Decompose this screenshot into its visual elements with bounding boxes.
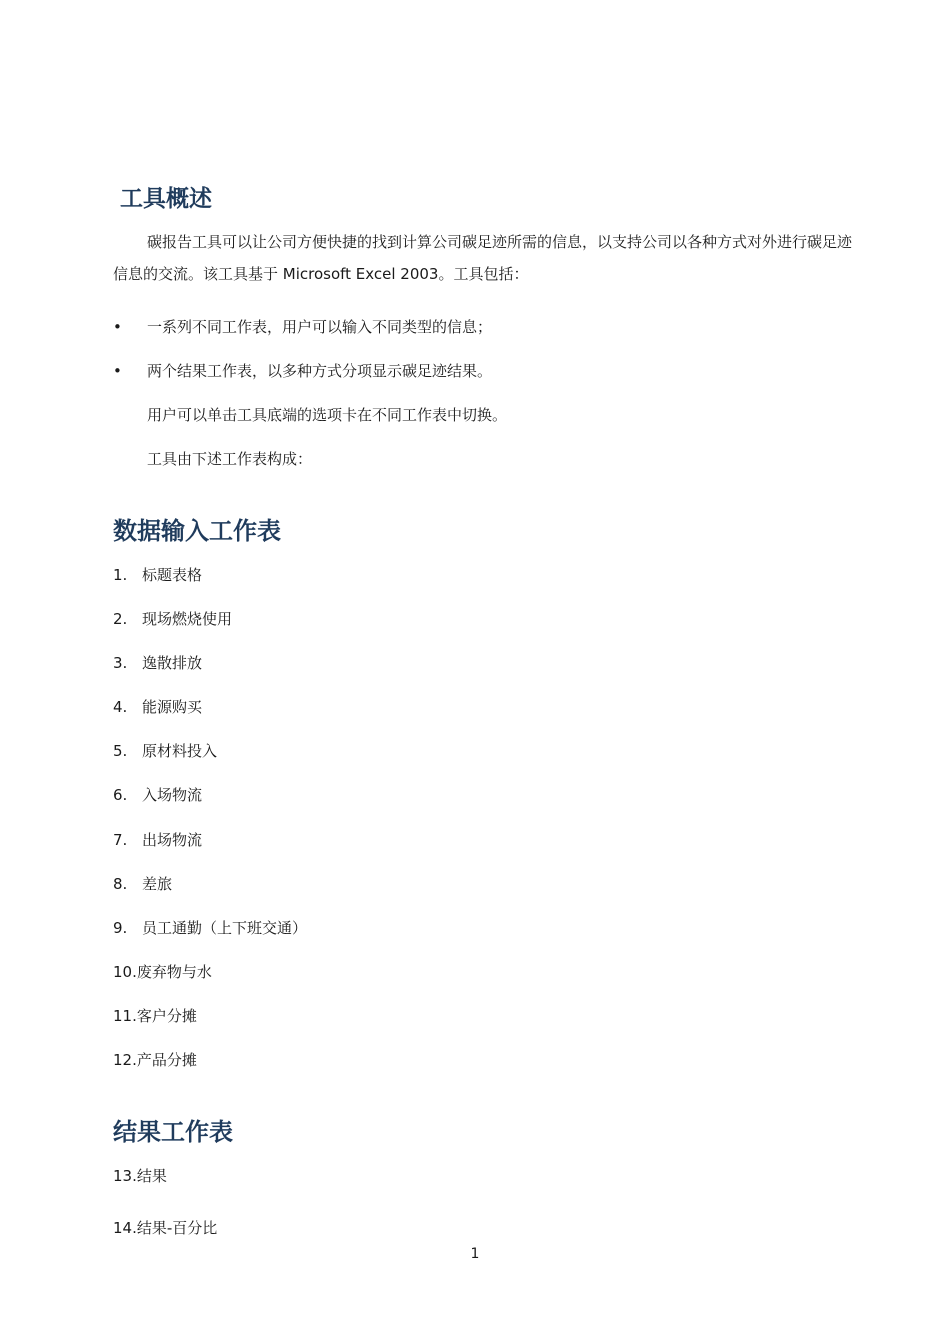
bullet-symbol: •	[113, 362, 122, 380]
list-item-label: 入场物流	[142, 786, 203, 804]
list-item-number: 10.	[113, 963, 137, 981]
intro-paragraph: 碳报告工具可以让公司方便快捷的找到计算公司碳足迹所需的信息，以支持公司以各种方式对外进行碳足迹信息的交流。该工具基于 Microsoft Excel 2003。工具包括：	[113, 233, 853, 283]
list-item-number: 14.	[113, 1219, 137, 1237]
page-number: 1	[470, 1246, 480, 1262]
list-item-number: 13.	[113, 1167, 137, 1185]
paragraph-composition: 工具由下述工作表构成：	[147, 450, 313, 468]
list-item-label: 标题表格	[142, 566, 203, 584]
list-item-label: 员工通勤（上下班交通）	[142, 919, 308, 937]
list-item	[113, 740, 217, 762]
list-item-label: 差旅	[142, 875, 173, 893]
list-item-number: 4.	[113, 698, 128, 716]
list-item	[113, 564, 202, 586]
list-item-number: 3.	[113, 654, 128, 672]
list-item-number: 12.	[113, 1051, 137, 1069]
list-item-label: 逸散排放	[142, 654, 203, 672]
list-item	[113, 1005, 197, 1027]
bullet-symbol: •	[113, 318, 122, 336]
list-item-number: 1.	[113, 566, 128, 584]
list-item	[113, 696, 202, 718]
list-item-number: 7.	[113, 831, 128, 849]
list-item-label: 废弃物与水	[136, 963, 212, 981]
list-item-number: 5.	[113, 742, 128, 760]
list-item-label: 能源购买	[142, 698, 203, 716]
list-item	[113, 1049, 197, 1071]
bullet-text: 两个结果工作表，以多种方式分项显示碳足迹结果。	[147, 362, 493, 380]
list-item-label: 出场物流	[142, 831, 203, 849]
list-item-label: 产品分摊	[136, 1051, 197, 1069]
list-item	[113, 1165, 167, 1187]
list-item-label: 客户分摊	[136, 1007, 197, 1025]
section-title-results: 结果工作表	[113, 1118, 233, 1146]
bullet-text: 一系列不同工作表，用户可以输入不同类型的信息；	[147, 318, 493, 336]
list-item-number: 6.	[113, 786, 128, 804]
section-title-overview: 工具概述	[120, 186, 212, 212]
list-item-label: 现场燃烧使用	[142, 610, 233, 628]
list-item	[113, 917, 307, 939]
list-item	[113, 608, 232, 630]
list-item	[113, 652, 202, 674]
section-title-data-input: 数据输入工作表	[113, 517, 281, 545]
list-item	[113, 873, 172, 895]
list-item	[113, 1217, 217, 1239]
list-item-number: 8.	[113, 875, 128, 893]
list-item	[113, 784, 202, 806]
list-item-label: 原材料投入	[142, 742, 218, 760]
list-item	[113, 961, 212, 983]
list-item-label: 结果-百分比	[136, 1219, 218, 1237]
list-item-number: 11.	[113, 1007, 137, 1025]
list-item	[113, 829, 202, 851]
paragraph-switch-tabs: 用户可以单击工具底端的选项卡在不同工作表中切换。	[147, 406, 508, 424]
list-item-number: 2.	[113, 610, 128, 628]
list-item-label: 结果	[136, 1167, 167, 1185]
list-item-number: 9.	[113, 919, 128, 937]
